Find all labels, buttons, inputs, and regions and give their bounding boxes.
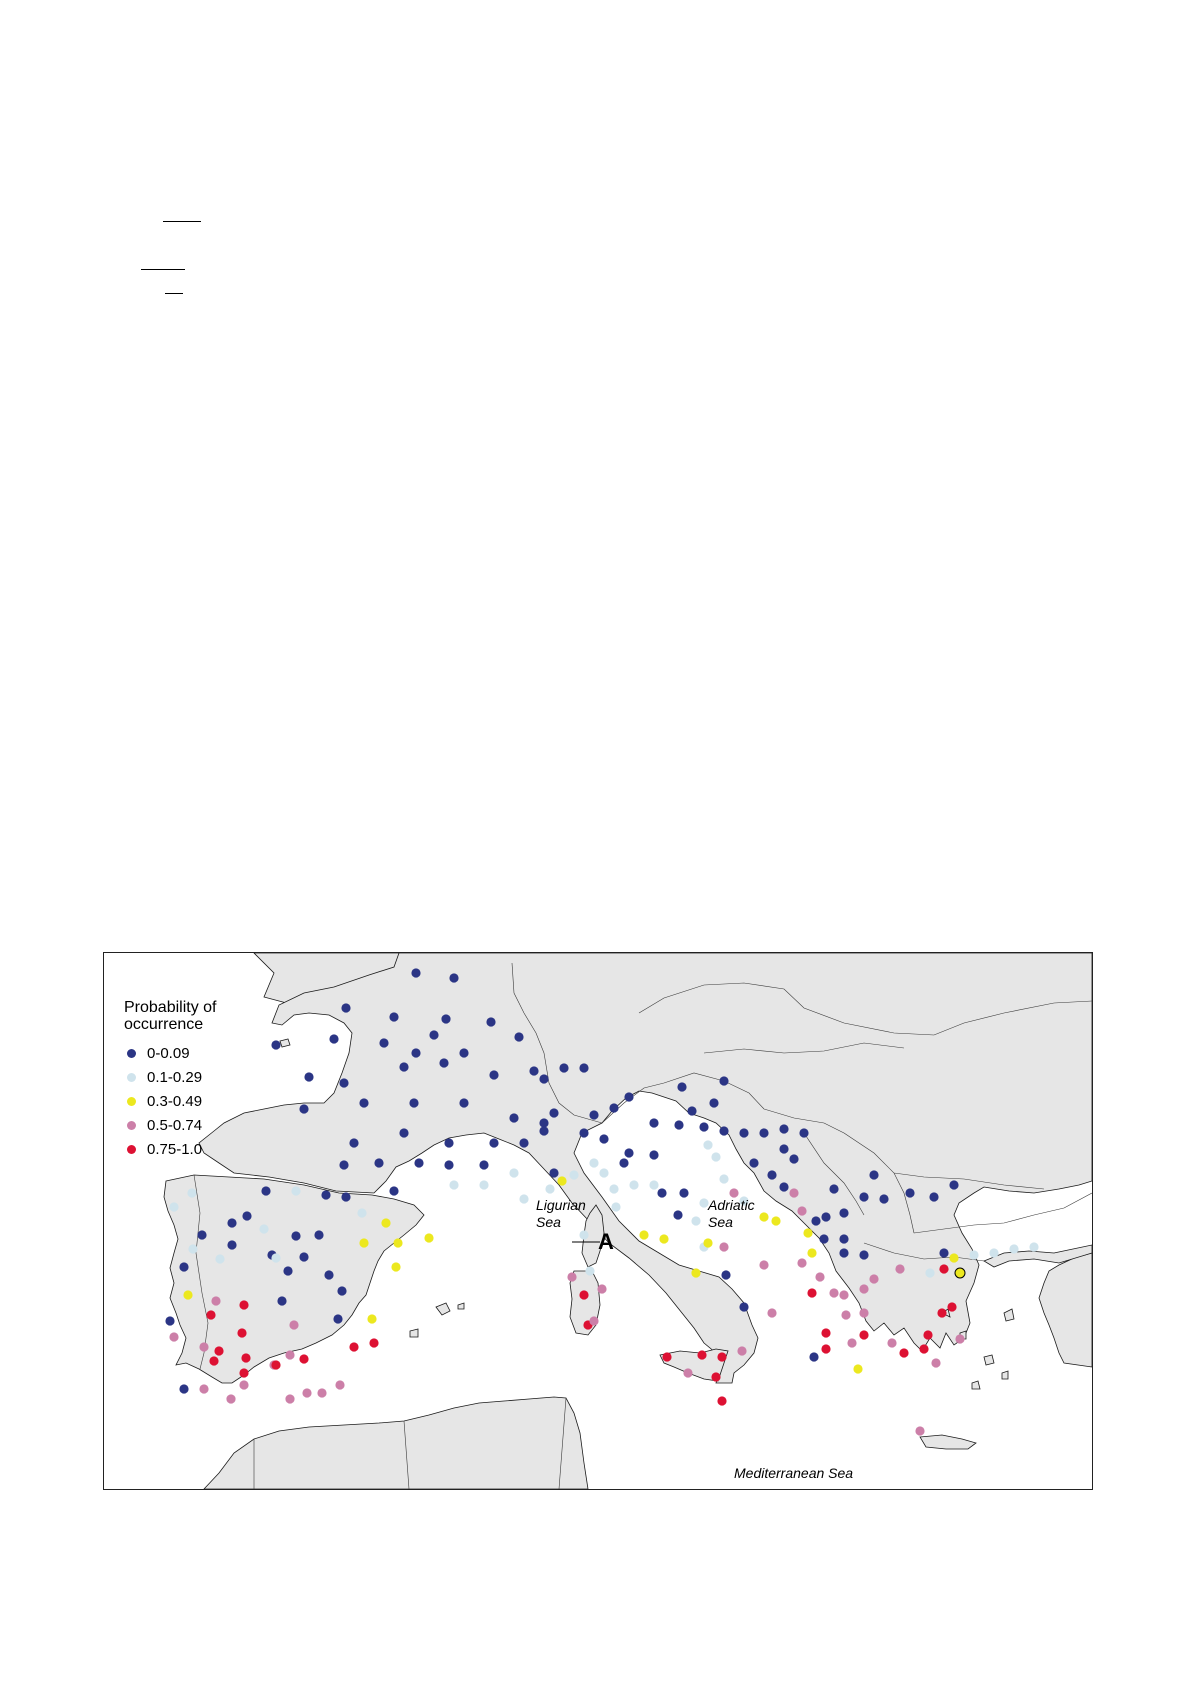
sample-point [819, 1234, 828, 1243]
sample-point [242, 1211, 251, 1220]
sample-point [414, 1158, 423, 1167]
sample-point [259, 1224, 268, 1233]
ligurian-sea-label: Ligurian Sea [536, 1197, 586, 1230]
sample-point [359, 1098, 368, 1107]
sample-point [639, 1230, 648, 1239]
sample-point [579, 1063, 588, 1072]
sample-point [539, 1074, 548, 1083]
sample-point [214, 1346, 223, 1355]
sample-point [585, 1266, 594, 1275]
sample-point [839, 1248, 848, 1257]
sample-point [859, 1308, 868, 1317]
sample-point [183, 1290, 192, 1299]
sample-point [479, 1160, 488, 1169]
land-channel-island [280, 1039, 290, 1047]
sample-point [839, 1290, 848, 1299]
sample-point [539, 1126, 548, 1135]
sample-point [597, 1284, 606, 1293]
sample-point [589, 1158, 598, 1167]
sample-point [226, 1394, 235, 1403]
sample-point [674, 1120, 683, 1129]
sample-point [839, 1234, 848, 1243]
sample-point [803, 1228, 812, 1237]
sample-point [939, 1248, 948, 1257]
sample-point [341, 1003, 350, 1012]
sample-point [579, 1230, 588, 1239]
sample-point [749, 1158, 758, 1167]
sample-point [619, 1158, 628, 1167]
legend-item [124, 1089, 274, 1113]
sample-point [199, 1384, 208, 1393]
sample-point [227, 1218, 236, 1227]
sample-point [649, 1118, 658, 1127]
sample-point [357, 1208, 366, 1217]
sample-point [859, 1250, 868, 1259]
sample-point [915, 1426, 924, 1435]
sample-point [759, 1260, 768, 1269]
sample-point [509, 1168, 518, 1177]
sample-point [853, 1364, 862, 1373]
sample-point [285, 1350, 294, 1359]
sample-point [905, 1188, 914, 1197]
land-aegean-island [1002, 1371, 1008, 1379]
sample-point [429, 1030, 438, 1039]
sample-point [797, 1206, 806, 1215]
sample-point [239, 1380, 248, 1389]
sample-point [199, 1342, 208, 1351]
sample-point [949, 1253, 958, 1262]
sample-point [314, 1230, 323, 1239]
sample-point [381, 1218, 390, 1227]
sample-point [821, 1328, 830, 1337]
sample-point [719, 1174, 728, 1183]
sample-point [569, 1170, 578, 1179]
sample-point [687, 1106, 696, 1115]
sample-point [333, 1314, 342, 1323]
sample-point [337, 1286, 346, 1295]
sample-point [514, 1032, 523, 1041]
sample-point [895, 1264, 904, 1273]
sample-point [449, 973, 458, 982]
sample-point [324, 1270, 333, 1279]
sample-point [411, 968, 420, 977]
sample-point [283, 1266, 292, 1275]
sample-point [659, 1234, 668, 1243]
sample-point [717, 1396, 726, 1405]
sample-point [444, 1138, 453, 1147]
sample-point [459, 1048, 468, 1057]
sample-point [1009, 1244, 1018, 1253]
sample-point [209, 1356, 218, 1365]
sample-point [459, 1098, 468, 1107]
sample-point [767, 1170, 776, 1179]
sample-point [829, 1288, 838, 1297]
sample-point [579, 1290, 588, 1299]
sample-point [227, 1240, 236, 1249]
sample-point [767, 1308, 776, 1317]
sample-point [261, 1186, 270, 1195]
sample-point [599, 1134, 608, 1143]
sample-point [919, 1344, 928, 1353]
sample-point [759, 1128, 768, 1137]
sample-point [519, 1138, 528, 1147]
sample-point [349, 1342, 358, 1351]
sample-point [719, 1242, 728, 1251]
sample-point [609, 1103, 618, 1112]
sample-point [197, 1230, 206, 1239]
sample-point [299, 1104, 308, 1113]
sample-point [721, 1270, 730, 1279]
sample-point [545, 1184, 554, 1193]
sample-point [339, 1160, 348, 1169]
sample-point [449, 1180, 458, 1189]
sample-point [649, 1150, 658, 1159]
sample-point [241, 1353, 250, 1362]
sample-point [697, 1350, 706, 1359]
legend-swatch [127, 1097, 136, 1106]
sample-point [739, 1128, 748, 1137]
sample-point [374, 1158, 383, 1167]
sample-point [829, 1184, 838, 1193]
sample-point [929, 1192, 938, 1201]
sample-point [539, 1118, 548, 1127]
sample-point [399, 1062, 408, 1071]
sample-point [391, 1262, 400, 1271]
sample-point [359, 1238, 368, 1247]
sample-point [237, 1328, 246, 1337]
sample-point [239, 1300, 248, 1309]
legend-label: 0.5-0.74 [147, 1116, 203, 1134]
sample-point [955, 1334, 964, 1343]
sample-point [899, 1348, 908, 1357]
legend-swatch [127, 1145, 136, 1154]
sample-point [549, 1168, 558, 1177]
land-anatolia [1039, 1253, 1092, 1367]
sample-point [369, 1338, 378, 1347]
sample-point [739, 1302, 748, 1311]
sample-point [711, 1372, 720, 1381]
map-legend [124, 999, 274, 1161]
land-aegean-island [972, 1381, 980, 1389]
sample-point [341, 1192, 350, 1201]
sample-point [737, 1346, 746, 1355]
sample-point [299, 1354, 308, 1363]
legend-label: 0-0.09 [147, 1044, 190, 1062]
sample-point [329, 1034, 338, 1043]
sample-point [179, 1262, 188, 1271]
sample-point [703, 1238, 712, 1247]
sample-point [847, 1338, 856, 1347]
sample-point [271, 1253, 280, 1262]
sample-point [285, 1394, 294, 1403]
sample-point [379, 1038, 388, 1047]
sample-point [859, 1192, 868, 1201]
sample-point [339, 1078, 348, 1087]
sample-point [321, 1190, 330, 1199]
adriatic-sea-label: Adriatic Sea [708, 1197, 755, 1230]
legend-swatch [127, 1049, 136, 1058]
horizontal-rule [141, 269, 185, 270]
sample-point [821, 1212, 830, 1221]
sample-point [559, 1063, 568, 1072]
sample-point [691, 1216, 700, 1225]
sample-point [609, 1184, 618, 1193]
sample-point [679, 1188, 688, 1197]
sample-point [169, 1332, 178, 1341]
sample-point [937, 1308, 946, 1317]
sample-point [779, 1124, 788, 1133]
sample-point [567, 1272, 576, 1281]
sample-point [869, 1274, 878, 1283]
mediterranean-sea-label: Mediterranean Sea [734, 1465, 854, 1481]
highlighted-sample-point [955, 1268, 965, 1278]
horizontal-rule [165, 293, 183, 294]
sample-point [717, 1352, 726, 1361]
sample-point [557, 1176, 566, 1185]
sample-point [662, 1352, 671, 1361]
sample-point [709, 1098, 718, 1107]
land-aegean-island [984, 1355, 994, 1365]
sample-point [931, 1358, 940, 1367]
sample-point [389, 1012, 398, 1021]
horizontal-rule [163, 221, 201, 222]
sample-point [759, 1212, 768, 1221]
land-mallorca [436, 1303, 450, 1315]
sample-point [187, 1188, 196, 1197]
sample-point [771, 1216, 780, 1225]
occurrence-probability-map [103, 952, 1093, 1490]
sample-point [683, 1368, 692, 1377]
sample-point [317, 1388, 326, 1397]
sample-point [821, 1344, 830, 1353]
sample-point [841, 1310, 850, 1319]
sample-point [807, 1248, 816, 1257]
sample-point [1029, 1242, 1038, 1251]
legend-item [124, 1113, 274, 1137]
sample-point [699, 1122, 708, 1131]
sample-point [441, 1014, 450, 1023]
sample-point [302, 1388, 311, 1397]
sample-point [239, 1368, 248, 1377]
sample-point [179, 1384, 188, 1393]
sample-point [649, 1180, 658, 1189]
sample-point [809, 1352, 818, 1361]
sample-point [703, 1140, 712, 1149]
legend-item [124, 1041, 274, 1065]
sample-point [879, 1194, 888, 1203]
land-aegean-island [1004, 1309, 1014, 1321]
sample-point [719, 1076, 728, 1085]
sample-point [215, 1254, 224, 1263]
sample-point [779, 1182, 788, 1191]
legend-title: Probability of occurrence [124, 999, 217, 1033]
sample-point [489, 1138, 498, 1147]
sample-point [629, 1180, 638, 1189]
sample-point [304, 1072, 313, 1081]
sample-point [624, 1092, 633, 1101]
sample-point [393, 1238, 402, 1247]
sample-point [811, 1216, 820, 1225]
sample-point [169, 1202, 178, 1211]
land-crete [920, 1435, 976, 1449]
land-ibiza [410, 1329, 418, 1337]
sample-point [291, 1186, 300, 1195]
point-a-label: A [598, 1229, 614, 1254]
sample-point [789, 1188, 798, 1197]
sample-point [947, 1302, 956, 1311]
legend-item [124, 1065, 274, 1089]
sample-point [789, 1154, 798, 1163]
sample-point [579, 1128, 588, 1137]
sample-point [797, 1258, 806, 1267]
land-iberia [164, 1175, 424, 1383]
sample-point [779, 1144, 788, 1153]
sample-point [206, 1310, 215, 1319]
sample-point [549, 1108, 558, 1117]
sample-point [424, 1233, 433, 1242]
sample-point [409, 1098, 418, 1107]
sample-point [799, 1128, 808, 1137]
sample-point [589, 1316, 598, 1325]
sample-point [859, 1330, 868, 1339]
sample-point [807, 1288, 816, 1297]
sample-point [389, 1186, 398, 1195]
sample-point [486, 1017, 495, 1026]
legend-item [124, 1137, 274, 1161]
sample-point [611, 1202, 620, 1211]
sample-point [519, 1194, 528, 1203]
sample-point [815, 1272, 824, 1281]
sample-point [509, 1113, 518, 1122]
sample-point [211, 1296, 220, 1305]
sample-point [887, 1338, 896, 1347]
sample-point [444, 1160, 453, 1169]
sample-point [299, 1252, 308, 1261]
sample-point [188, 1244, 197, 1253]
sample-point [399, 1128, 408, 1137]
sample-point [859, 1284, 868, 1293]
sample-point [923, 1330, 932, 1339]
sample-point [277, 1296, 286, 1305]
legend-items [124, 1041, 274, 1161]
sample-point [271, 1360, 280, 1369]
sample-point [349, 1138, 358, 1147]
sample-point [529, 1066, 538, 1075]
sample-point [691, 1268, 700, 1277]
sample-point [925, 1268, 934, 1277]
sample-point [869, 1170, 878, 1179]
sample-point [624, 1148, 633, 1157]
sample-point [673, 1210, 682, 1219]
sample-point [599, 1168, 608, 1177]
legend-label: 0.1-0.29 [147, 1068, 203, 1086]
sample-point [989, 1248, 998, 1257]
sample-point [165, 1316, 174, 1325]
sample-point [969, 1250, 978, 1259]
sample-point [589, 1110, 598, 1119]
sample-point [289, 1320, 298, 1329]
land-menorca [458, 1303, 464, 1309]
sample-point [411, 1048, 420, 1057]
land-north-africa [204, 1397, 588, 1489]
sample-point [657, 1188, 666, 1197]
sample-point [335, 1380, 344, 1389]
sample-point [439, 1058, 448, 1067]
legend-label: 0.75-1.0 [147, 1140, 203, 1158]
sample-point [719, 1126, 728, 1135]
sample-point [489, 1070, 498, 1079]
legend-label: 0.3-0.49 [147, 1092, 203, 1110]
sample-point [367, 1314, 376, 1323]
legend-swatch [127, 1121, 136, 1130]
sample-point [949, 1180, 958, 1189]
sample-point [479, 1180, 488, 1189]
sample-point [939, 1264, 948, 1273]
sample-point [291, 1231, 300, 1240]
legend-swatch [127, 1073, 136, 1082]
sample-point [711, 1152, 720, 1161]
sample-point [839, 1208, 848, 1217]
sample-point [677, 1082, 686, 1091]
